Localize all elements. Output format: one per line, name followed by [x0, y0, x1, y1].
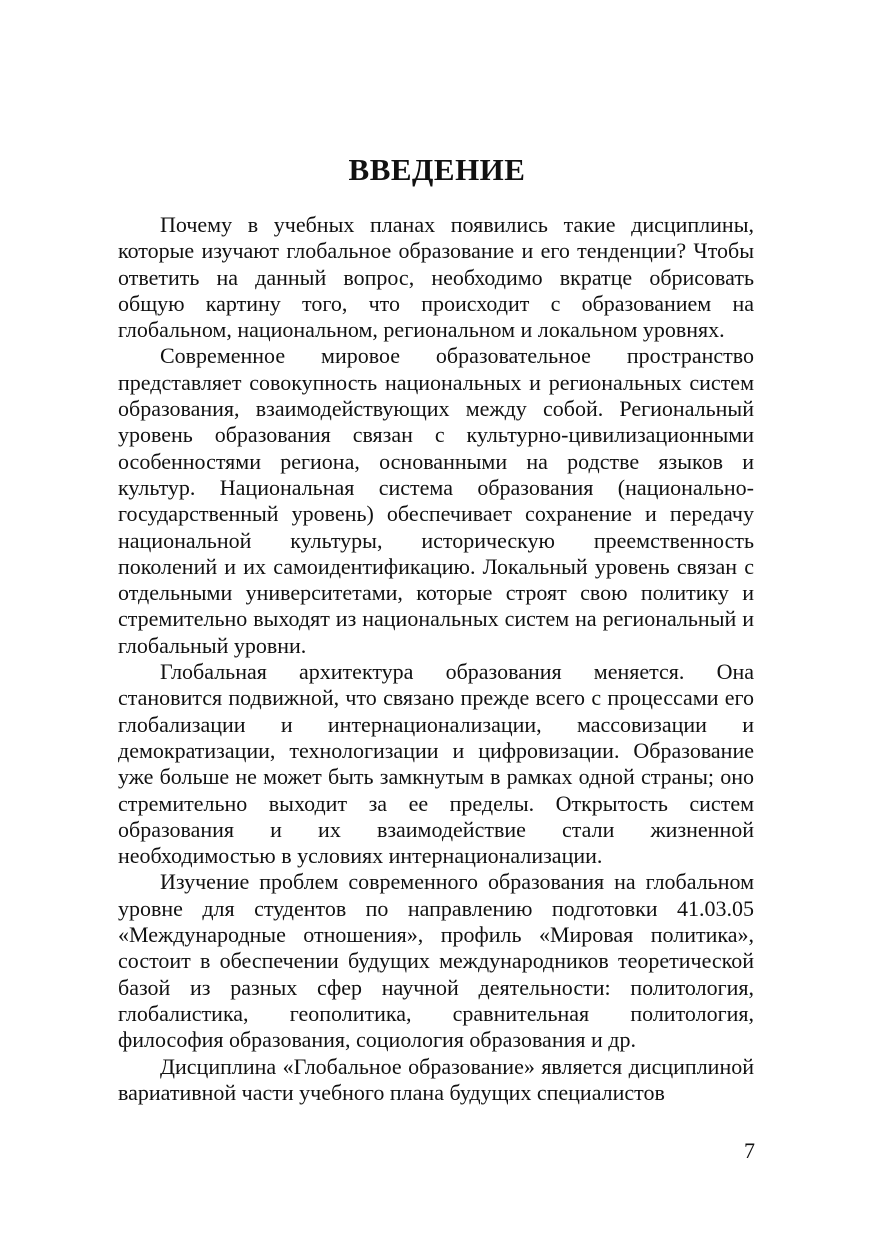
page-number: 7 — [744, 1138, 755, 1163]
paragraph-5: Дисциплина «Глобальное образование» является дисциплиной вариативной части учебного плана будущих специалистов — [118, 1053, 754, 1105]
paragraph-4: Изучение проблем современного образования на глобальном уровне для студентов по направлению подготовки 41.03.05 «Международные отношения», профиль «Мировая политика», состоит в обеспечении будущих международников теоретической базой из разных сфер научной деятельности: политология, глобалистика, геополитика, сравнительная политология, философия образования, социология образования и др. — [118, 869, 754, 1053]
page-title: ВВЕДЕНИЕ — [348, 152, 526, 187]
paragraph-2: Современное мировое образовательное пространство представляет совокупность национальных и региональных систем образования, взаимодействующих между собой. Региональный уровень образования связан с культурно-цивилизационными особенностями региона, основанными на родстве языков и культур. Национальная система образования (национально-государственный уровень) обеспечивает сохранение и передачу национальной культуры, историческую преемственность поколений и их самоидентификацию. Локальный уровень связан с отдельными университетами, которые строят свою политику и стремительно выходят из национальных систем на региональный и глобальный уровни. — [118, 343, 754, 658]
body-text — [118, 212, 754, 1106]
paragraph-3: Глобальная архитектура образования меняется. Она становится подвижной, что связано прежде всего с процессами его глобализации и интернационализации, массовизации и демократизации, технологизации и цифровизации. Образование уже больше не может быть замкнутым в рамках одной страны; оно стремительно выходит за ее пределы. Открытость систем образования и их взаимодействие стали жизненной необходимостью в условиях интернационализации. — [118, 659, 754, 869]
paragraph-1: Почему в учебных планах появились такие дисциплины, которые изучают глобальное образование и его тенденции? Чтобы ответить на данный вопрос, необходимо вкратце обрисовать общую картину того, что происходит с образованием на глобальном, национальном, региональном и локальном уровнях. — [118, 212, 754, 343]
